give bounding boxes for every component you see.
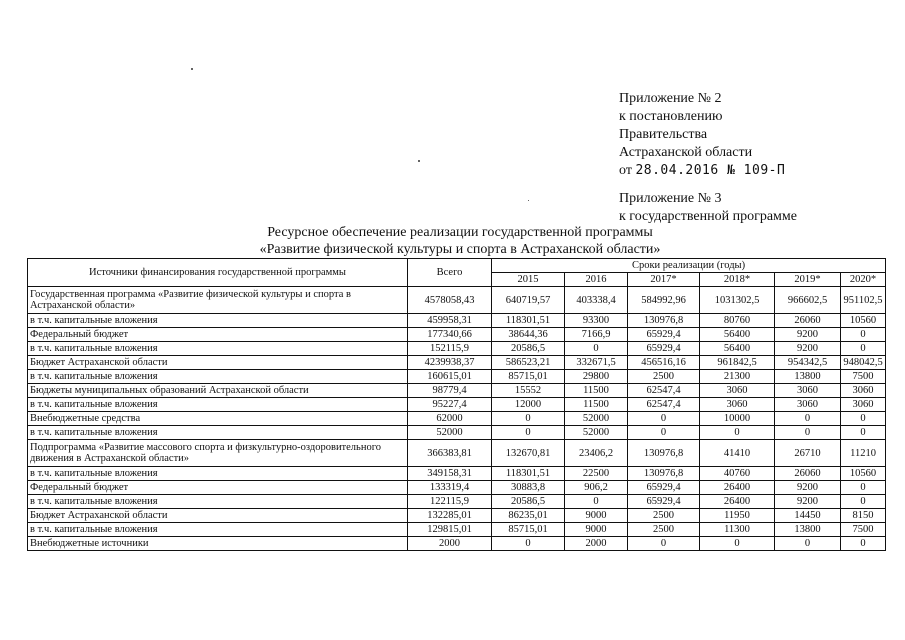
row-year-value: 13800	[775, 370, 841, 384]
row-total: 459958,31	[408, 314, 492, 328]
row-year-value: 0	[565, 342, 628, 356]
table-body	[28, 287, 886, 551]
row-total: 2000	[408, 537, 492, 551]
row-year-value: 332671,5	[565, 356, 628, 370]
header-year: 2018*	[700, 273, 775, 287]
row-year-value: 3060	[841, 398, 886, 412]
row-year-value: 0	[841, 537, 886, 551]
row-year-value: 0	[628, 412, 700, 426]
appendix-2-header	[619, 90, 785, 180]
row-total: 177340,66	[408, 328, 492, 342]
table-row	[28, 509, 886, 523]
row-year-value: 2500	[628, 509, 700, 523]
row-year-value: 456516,16	[628, 356, 700, 370]
row-year-value: 62547,4	[628, 384, 700, 398]
row-year-value: 14450	[775, 509, 841, 523]
row-year-value: 11500	[565, 384, 628, 398]
row-year-value: 65929,4	[628, 495, 700, 509]
row-year-value: 0	[775, 426, 841, 440]
row-year-value: 0	[700, 537, 775, 551]
row-year-value: 38644,36	[492, 328, 565, 342]
row-year-value: 9200	[775, 328, 841, 342]
row-year-value: 3060	[775, 398, 841, 412]
row-total: 133319,4	[408, 481, 492, 495]
row-total: 62000	[408, 412, 492, 426]
scan-speck	[418, 160, 420, 162]
row-year-value: 65929,4	[628, 342, 700, 356]
row-year-value: 0	[565, 495, 628, 509]
row-year-value: 11500	[565, 398, 628, 412]
row-year-value: 26400	[700, 481, 775, 495]
row-year-value: 26060	[775, 314, 841, 328]
row-year-value: 118301,51	[492, 467, 565, 481]
appendix-line: Астраханской области	[619, 145, 753, 160]
row-year-value: 9000	[565, 523, 628, 537]
row-year-value: 403338,4	[565, 287, 628, 314]
row-year-value: 15552	[492, 384, 565, 398]
row-year-value: 20586,5	[492, 495, 565, 509]
row-source-name: Внебюджетные источники	[28, 537, 408, 551]
table-row	[28, 384, 886, 398]
row-source-name: Бюджет Астраханской области	[28, 509, 408, 523]
appendix-line: к постановлению	[619, 109, 723, 124]
table-row	[28, 356, 886, 370]
row-year-value: 1031302,5	[700, 287, 775, 314]
row-year-value: 21300	[700, 370, 775, 384]
row-total: 122115,9	[408, 495, 492, 509]
row-year-value: 586523,21	[492, 356, 565, 370]
header-year: 2019*	[775, 273, 841, 287]
row-year-value: 9200	[775, 342, 841, 356]
row-total: 366383,81	[408, 440, 492, 467]
table-header-row	[28, 259, 886, 273]
scan-speck	[191, 68, 193, 70]
row-year-value: 130976,8	[628, 314, 700, 328]
row-year-value: 7500	[841, 370, 886, 384]
row-year-value: 9200	[775, 481, 841, 495]
resource-table	[27, 258, 886, 551]
table-row	[28, 314, 886, 328]
row-year-value: 8150	[841, 509, 886, 523]
row-year-value: 0	[492, 426, 565, 440]
appendix-line: к государственной программе	[619, 209, 797, 224]
row-source-name: в т.ч. капитальные вложения	[28, 467, 408, 481]
document-title	[180, 224, 740, 258]
row-year-value: 132670,81	[492, 440, 565, 467]
row-year-value: 0	[492, 537, 565, 551]
row-year-value: 3060	[775, 384, 841, 398]
row-year-value: 26400	[700, 495, 775, 509]
row-year-value: 40760	[700, 467, 775, 481]
appendix-3-header	[619, 190, 797, 226]
row-year-value: 0	[841, 481, 886, 495]
row-year-value: 0	[700, 426, 775, 440]
row-year-value: 29800	[565, 370, 628, 384]
row-year-value: 0	[841, 328, 886, 342]
header-year: 2020*	[841, 273, 886, 287]
row-total: 160615,01	[408, 370, 492, 384]
row-year-value: 0	[492, 412, 565, 426]
header-year: 2015	[492, 273, 565, 287]
row-year-value: 0	[775, 412, 841, 426]
row-source-name: в т.ч. капитальные вложения	[28, 398, 408, 412]
row-year-value: 9000	[565, 509, 628, 523]
table-row	[28, 440, 886, 467]
appendix-date-line	[619, 162, 785, 180]
row-year-value: 52000	[565, 426, 628, 440]
title-line-1: Ресурсное обеспечение реализации государственной программы	[267, 225, 653, 240]
row-year-value: 12000	[492, 398, 565, 412]
row-year-value: 2000	[565, 537, 628, 551]
row-year-value: 85715,01	[492, 370, 565, 384]
row-year-value: 0	[841, 495, 886, 509]
row-year-value: 118301,51	[492, 314, 565, 328]
row-source-name: в т.ч. капитальные вложения	[28, 523, 408, 537]
row-year-value: 52000	[565, 412, 628, 426]
row-year-value: 11300	[700, 523, 775, 537]
row-total: 4239938,37	[408, 356, 492, 370]
row-year-value: 906,2	[565, 481, 628, 495]
row-total: 129815,01	[408, 523, 492, 537]
row-year-value: 0	[628, 426, 700, 440]
row-year-value: 41410	[700, 440, 775, 467]
table-row	[28, 467, 886, 481]
row-year-value: 26710	[775, 440, 841, 467]
row-year-value: 961842,5	[700, 356, 775, 370]
row-source-name: Государственная программа «Развитие физической культуры и спорта в Астраханской области»	[28, 287, 408, 314]
row-year-value: 13800	[775, 523, 841, 537]
title-line-2: «Развитие физической культуры и спорта в Астраханской области»	[259, 242, 661, 257]
header-year: 2017*	[628, 273, 700, 287]
row-source-name: Федеральный бюджет	[28, 481, 408, 495]
row-year-value: 65929,4	[628, 481, 700, 495]
row-year-value: 3060	[841, 384, 886, 398]
row-total: 132285,01	[408, 509, 492, 523]
appendix-line: Приложение № 2	[619, 91, 722, 106]
row-year-value: 10000	[700, 412, 775, 426]
table-row	[28, 426, 886, 440]
row-source-name: Федеральный бюджет	[28, 328, 408, 342]
row-year-value: 3060	[700, 384, 775, 398]
row-year-value: 26060	[775, 467, 841, 481]
table-row	[28, 412, 886, 426]
header-source: Источники финансирования государственной программы	[28, 259, 408, 287]
table-row	[28, 328, 886, 342]
header-year: 2016	[565, 273, 628, 287]
row-source-name: в т.ч. капитальные вложения	[28, 426, 408, 440]
appendix-line: Приложение № 3	[619, 191, 722, 206]
row-year-value: 56400	[700, 328, 775, 342]
appendix-line: Правительства	[619, 127, 708, 142]
table-row	[28, 495, 886, 509]
row-year-value: 10560	[841, 467, 886, 481]
row-year-value: 951102,5	[841, 287, 886, 314]
row-year-value: 10560	[841, 314, 886, 328]
row-year-value: 0	[841, 342, 886, 356]
row-source-name: Бюджет Астраханской области	[28, 356, 408, 370]
row-source-name: Бюджеты муниципальных образований Астраханской области	[28, 384, 408, 398]
row-year-value: 56400	[700, 342, 775, 356]
row-source-name: в т.ч. капитальные вложения	[28, 314, 408, 328]
table-row	[28, 287, 886, 314]
row-year-value: 3060	[700, 398, 775, 412]
row-source-name: Внебюджетные средства	[28, 412, 408, 426]
row-year-value: 11950	[700, 509, 775, 523]
table-row	[28, 370, 886, 384]
row-year-value: 62547,4	[628, 398, 700, 412]
header-total: Всего	[408, 259, 492, 287]
row-year-value: 93300	[565, 314, 628, 328]
row-year-value: 130976,8	[628, 467, 700, 481]
row-year-value: 130976,8	[628, 440, 700, 467]
row-source-name: в т.ч. капитальные вложения	[28, 342, 408, 356]
row-year-value: 11210	[841, 440, 886, 467]
row-source-name: в т.ч. капитальные вложения	[28, 495, 408, 509]
row-year-value: 2500	[628, 370, 700, 384]
table-row	[28, 398, 886, 412]
row-total: 95227,4	[408, 398, 492, 412]
row-total: 349158,31	[408, 467, 492, 481]
row-year-value: 954342,5	[775, 356, 841, 370]
table-row	[28, 537, 886, 551]
row-source-name: в т.ч. капитальные вложения	[28, 370, 408, 384]
row-total: 152115,9	[408, 342, 492, 356]
row-source-name: Подпрограмма «Развитие массового спорта и физкультурно-оздоровительного движения в Астраханской области»	[28, 440, 408, 467]
row-year-value: 948042,5	[841, 356, 886, 370]
row-year-value: 584992,96	[628, 287, 700, 314]
row-total: 52000	[408, 426, 492, 440]
row-year-value: 86235,01	[492, 509, 565, 523]
scan-speck	[528, 200, 529, 201]
table-row	[28, 523, 886, 537]
row-year-value: 22500	[565, 467, 628, 481]
row-total: 4578058,43	[408, 287, 492, 314]
table-row	[28, 342, 886, 356]
row-year-value: 20586,5	[492, 342, 565, 356]
date-stamp: 28.04.2016 № 109-П	[635, 163, 786, 178]
row-year-value: 0	[841, 412, 886, 426]
date-prefix: от	[619, 163, 632, 178]
row-year-value: 0	[628, 537, 700, 551]
row-year-value: 80760	[700, 314, 775, 328]
row-year-value: 65929,4	[628, 328, 700, 342]
row-year-value: 2500	[628, 523, 700, 537]
row-year-value: 9200	[775, 495, 841, 509]
row-year-value: 0	[775, 537, 841, 551]
row-year-value: 966602,5	[775, 287, 841, 314]
header-terms: Сроки реализации (годы)	[492, 259, 886, 273]
row-year-value: 0	[841, 426, 886, 440]
row-year-value: 7166,9	[565, 328, 628, 342]
row-year-value: 7500	[841, 523, 886, 537]
row-year-value: 30883,8	[492, 481, 565, 495]
table-row	[28, 481, 886, 495]
row-year-value: 23406,2	[565, 440, 628, 467]
row-year-value: 85715,01	[492, 523, 565, 537]
row-total: 98779,4	[408, 384, 492, 398]
row-year-value: 640719,57	[492, 287, 565, 314]
